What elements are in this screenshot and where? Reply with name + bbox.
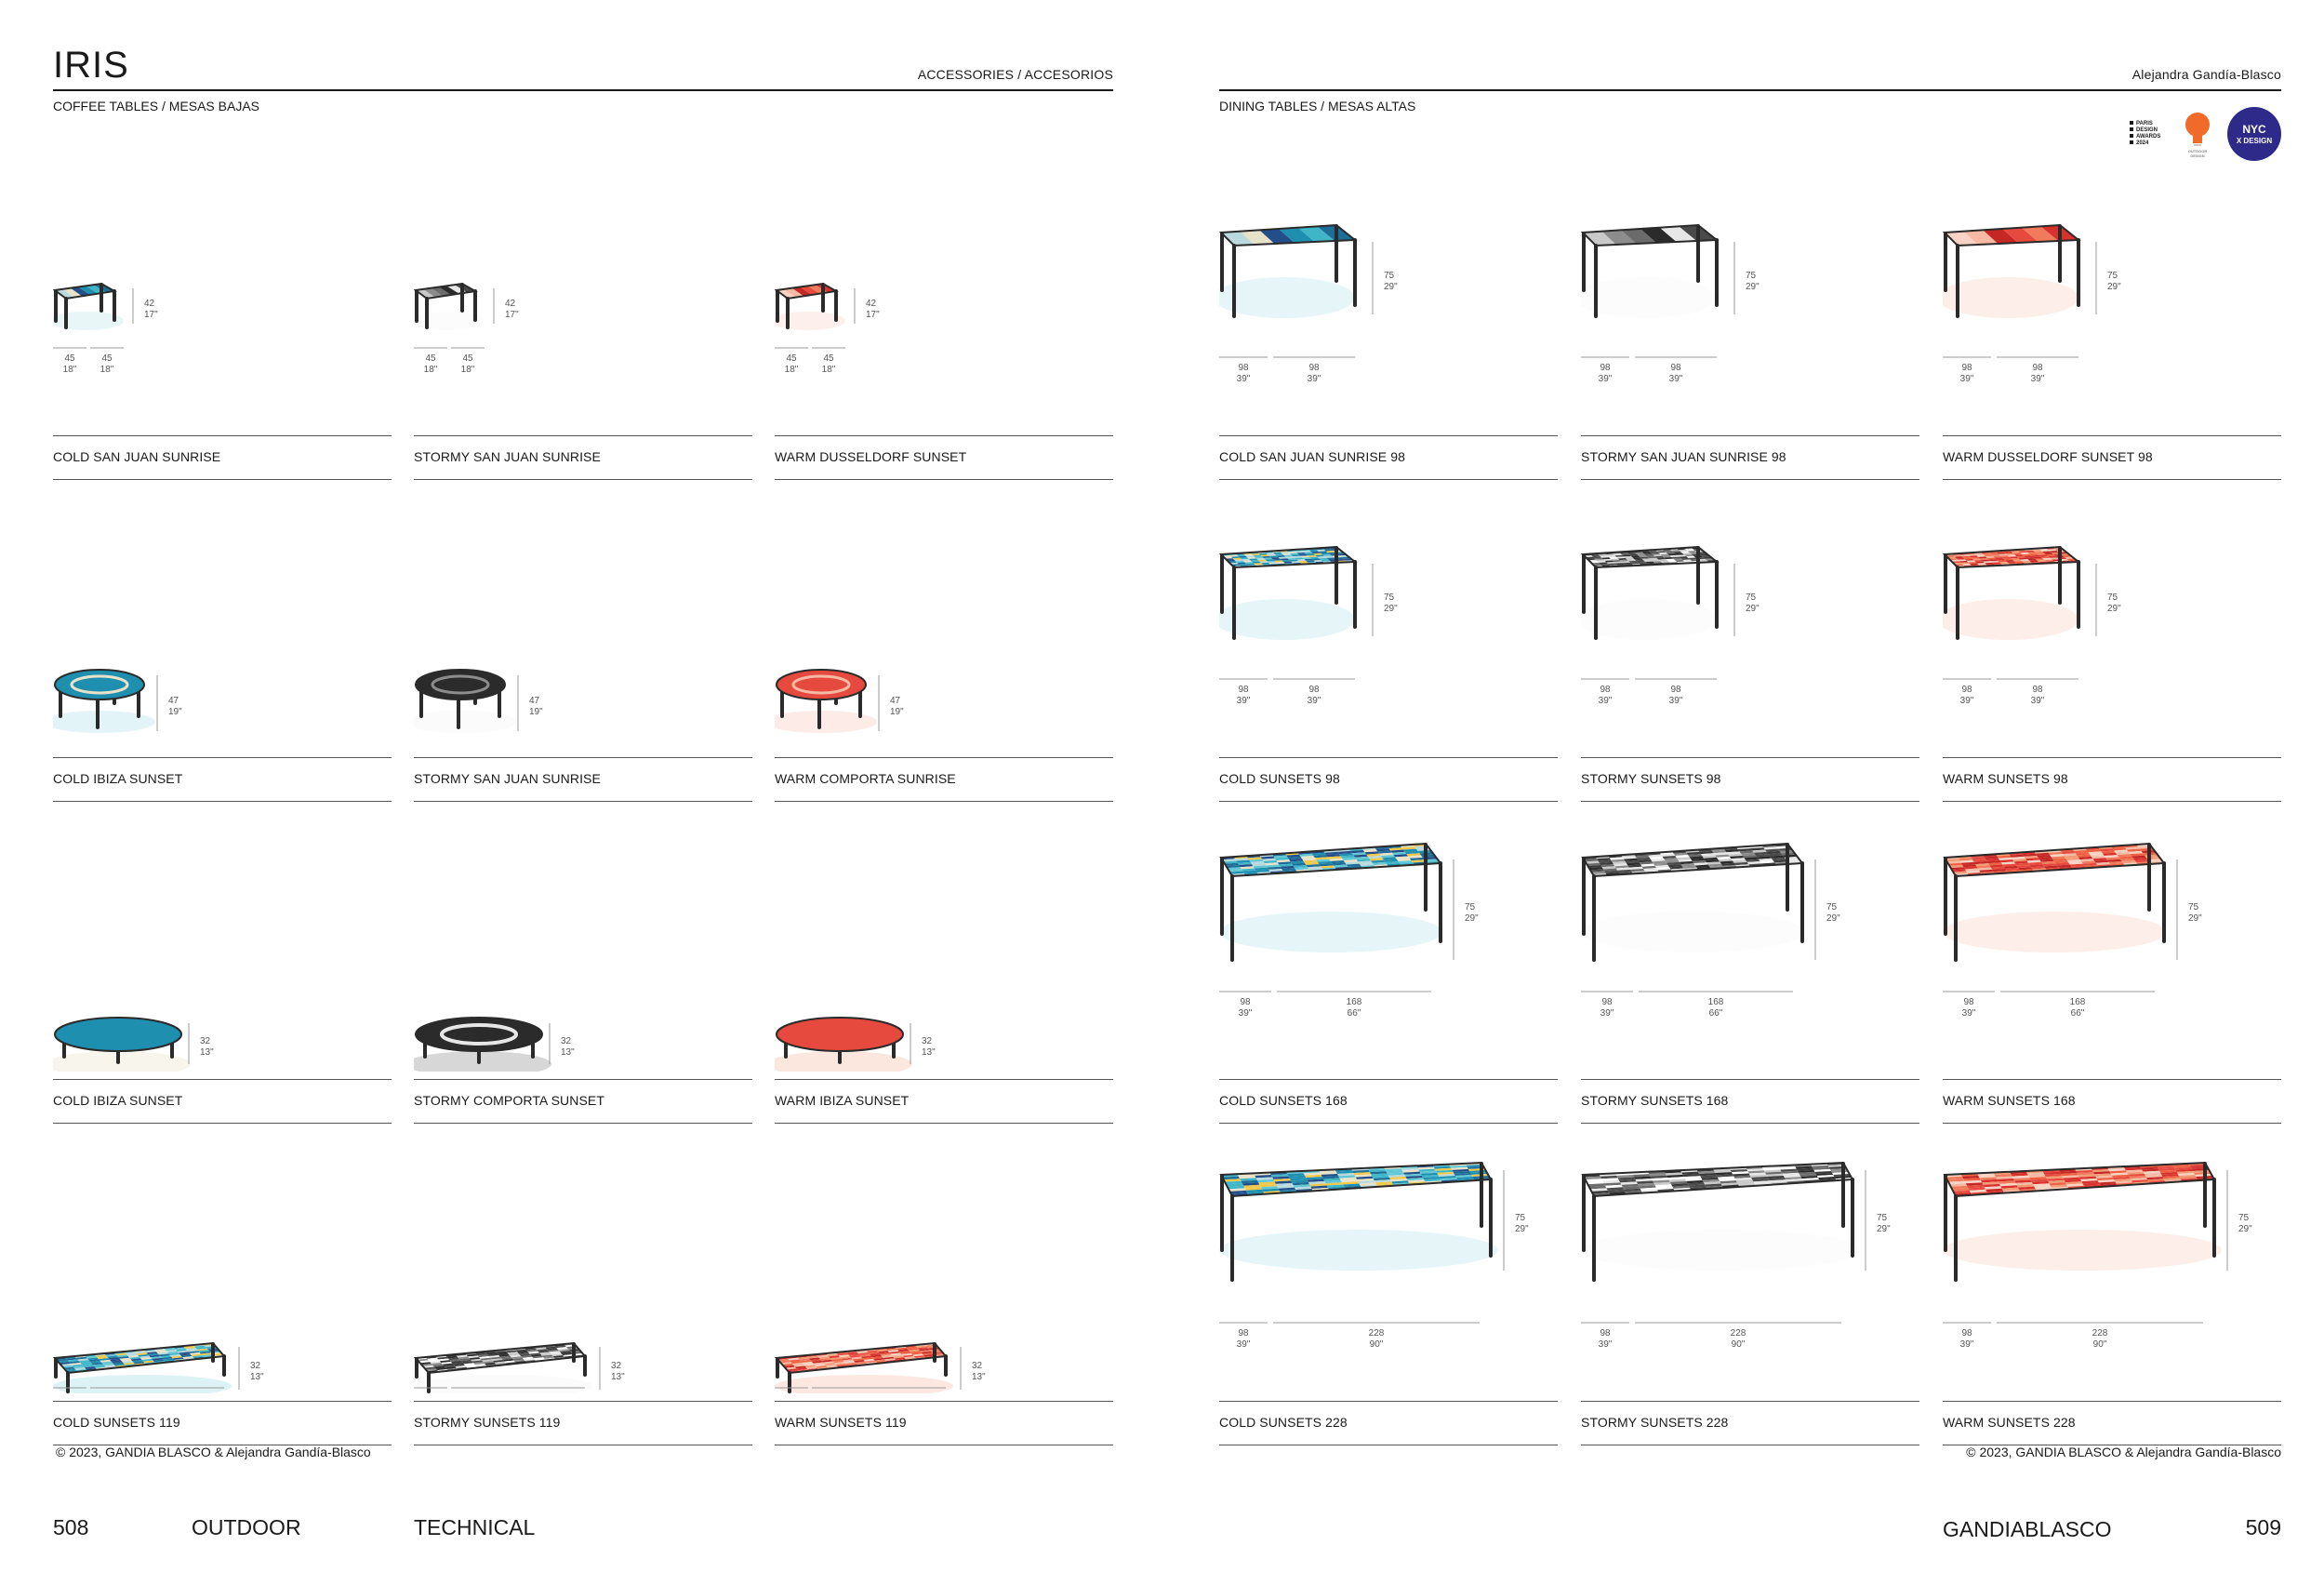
dimension-label: 98 [1238, 685, 1249, 695]
product-name: WARM DUSSELDORF SUNSET 98 [1943, 449, 2153, 464]
dimension-label: 168 [1346, 997, 1362, 1007]
dimension-label: 75 [1746, 593, 1757, 603]
dimension-label: 168 [1707, 997, 1724, 1007]
table-illustration [1581, 396, 1919, 750]
copyright-left: © 2023, GANDIA BLASCO & Alejandra Gandía-Blasco [56, 1445, 371, 1459]
dimension-label: 75 [2238, 1213, 2250, 1223]
dimension-label: 98 [1240, 997, 1251, 1007]
dimension-label: 39" [1959, 374, 1974, 384]
dimension-label: 39" [1959, 696, 1974, 706]
dimension-label: 75 [2107, 271, 2118, 281]
table-illustration [775, 396, 1113, 750]
product-name: STORMY SAN JUAN SUNRISE [414, 771, 601, 786]
product-card[interactable] [414, 1040, 752, 1454]
dimension-label: 39" [2030, 374, 2045, 384]
divider [775, 1401, 1113, 1402]
dimension-label: 19" [529, 707, 543, 717]
dimension-label: 168 [2069, 997, 2086, 1007]
dimension-label: 98 [1238, 1328, 1249, 1339]
table-illustration [1943, 396, 2281, 750]
dimension-label: 29" [1384, 282, 1398, 292]
nav-technical-link[interactable]: TECHNICAL [414, 1515, 536, 1539]
product-card[interactable] [1219, 1040, 1558, 1454]
floor-reflection [1219, 277, 1355, 318]
copyright-right: © 2023, GANDIA BLASCO & Alejandra Gandía-Blasco [1966, 1445, 2281, 1459]
nyc-badge-line: NYC [2242, 123, 2266, 136]
dimension-label: 29" [1384, 604, 1398, 614]
dimension-label: 32 [561, 1036, 572, 1046]
dimension-label: 29" [1746, 604, 1760, 614]
table-illustration [1219, 1040, 1558, 1393]
floor-reflection [1219, 1230, 1498, 1271]
brand-name: GANDIABLASCO [1943, 1517, 2112, 1541]
spacer [2035, 1040, 2037, 1041]
table-illustration [53, 74, 392, 428]
outdoor-badge-line: DESIGN [2190, 153, 2205, 158]
dimension-label: 98 [2032, 685, 2043, 695]
dimension-label: 18" [62, 365, 77, 375]
table-illustration [414, 396, 752, 750]
dimension-label: 98 [1961, 685, 1972, 695]
dimension-label: 32 [250, 1361, 261, 1371]
dimension-label: 39" [1598, 696, 1613, 706]
dimension-label: 75 [1515, 1213, 1526, 1223]
spacer [867, 74, 869, 75]
dimension-label: 32 [922, 1036, 933, 1046]
table-illustration [1219, 74, 1558, 428]
product-name: COLD SUNSETS 168 [1219, 1093, 1348, 1108]
product-name: COLD IBIZA SUNSET [53, 771, 183, 786]
dimension-label: 98 [1961, 1328, 1972, 1339]
spacer [1673, 718, 1675, 719]
page-number-right: 509 [2245, 1515, 2281, 1539]
dimension-label: 39" [1236, 1339, 1251, 1350]
spacer [2035, 74, 2037, 75]
table-illustration [775, 718, 1113, 1072]
table-illustration [775, 1040, 1113, 1393]
paris-badge-line: AWARDS [2136, 134, 2161, 140]
floor-reflection [1581, 912, 1804, 952]
dimension-label: 29" [2107, 604, 2121, 614]
author-label: Alejandra Gandía-Blasco [2131, 67, 2281, 82]
dimension-label: 13" [250, 1372, 264, 1382]
divider [1219, 1401, 1558, 1402]
spacer [867, 396, 869, 397]
dimension-label: 45 [786, 353, 797, 364]
dimension-label: 45 [101, 353, 113, 364]
dimension-label: 13" [200, 1047, 214, 1058]
divider [1581, 1401, 1919, 1402]
product-name: WARM SUNSETS 119 [775, 1415, 907, 1430]
dimension-label: 75 [1465, 902, 1476, 912]
dimension-label: 39" [1307, 374, 1321, 384]
dimension-label: 29" [1515, 1224, 1529, 1234]
dimension-label: 18" [100, 365, 114, 375]
dimension-label: 29" [2238, 1224, 2252, 1234]
dimension-label: 19" [168, 707, 182, 717]
dimension-label: 18" [784, 365, 799, 375]
spacer [867, 718, 869, 719]
dimension-label: 228 [1730, 1328, 1746, 1339]
product-name: COLD SAN JUAN SUNRISE [53, 449, 221, 464]
dimension-label: 75 [1384, 593, 1395, 603]
dimension-label: 75 [1877, 1213, 1888, 1223]
product-name: STORMY SAN JUAN SUNRISE [414, 449, 601, 464]
dimension-label: 39" [1598, 1339, 1613, 1350]
tabletop-mosaic [1583, 844, 1802, 876]
divider [53, 1401, 392, 1402]
dimension-label: 18" [423, 365, 438, 375]
dimension-label: 75 [1384, 271, 1395, 281]
dimension-label: 98 [1308, 685, 1320, 695]
dimension-label: 98 [1601, 997, 1613, 1007]
floor-reflection [1943, 277, 2078, 318]
product-name: STORMY COMPORTA SUNSET [414, 1093, 604, 1108]
product-name: COLD IBIZA SUNSET [53, 1093, 183, 1108]
dimension-label: 75 [1826, 902, 1838, 912]
table-illustration [414, 74, 752, 428]
product-name: WARM SUNSETS 98 [1943, 771, 2068, 786]
dimension-label: 18" [821, 365, 836, 375]
floor-reflection [1581, 1230, 1860, 1271]
dimension-label: 29" [2188, 913, 2202, 924]
product-card[interactable] [53, 1040, 392, 1454]
dimension-label: 98 [1670, 685, 1681, 695]
spacer [506, 718, 508, 719]
spacer [1311, 718, 1313, 719]
product-name: WARM IBIZA SUNSET [775, 1093, 910, 1108]
dimension-label: 66" [2070, 1008, 2085, 1019]
table-illustration [1943, 74, 2281, 428]
dimension-label: 42 [144, 299, 155, 309]
dimension-label: 66" [1708, 1008, 1723, 1019]
spacer [145, 396, 147, 397]
product-name: COLD SUNSETS 119 [53, 1415, 180, 1430]
section-label-dining: DINING TABLES / MESAS ALTAS [1219, 99, 1416, 113]
spacer [2035, 396, 2037, 397]
dimension-label: 39" [1236, 374, 1251, 384]
spacer [506, 74, 508, 75]
product-card[interactable] [1581, 1040, 1919, 1454]
dimension-label: 13" [972, 1372, 986, 1382]
dimension-label: 18" [460, 365, 475, 375]
category-label: ACCESSORIES / ACCESORIOS [917, 67, 1113, 82]
product-name: COLD SUNSETS 228 [1219, 1415, 1348, 1430]
product-name: STORMY SAN JUAN SUNRISE 98 [1581, 449, 1786, 464]
table-illustration [53, 396, 392, 750]
dimension-label: 29" [2107, 282, 2121, 292]
dimension-label: 39" [1307, 696, 1321, 706]
dimension-label: 75 [1746, 271, 1757, 281]
product-card[interactable] [775, 1040, 1113, 1454]
nyc-badge-line: X DESIGN [2236, 137, 2273, 145]
table-illustration [1581, 1040, 1919, 1393]
product-name: WARM SUNSETS 168 [1943, 1093, 2076, 1108]
tabletop-mosaic [1221, 844, 1441, 876]
floor-reflection [1581, 599, 1717, 640]
table-illustration [414, 718, 752, 1072]
dimension-label: 17" [866, 310, 880, 320]
tabletop-mosaic [1945, 844, 2164, 876]
dimension-label: 29" [1877, 1224, 1891, 1234]
table-illustration [1943, 718, 2281, 1072]
spacer [1311, 74, 1313, 75]
dimension-label: 39" [1668, 696, 1683, 706]
spacer [506, 396, 508, 397]
dimension-label: 13" [561, 1047, 575, 1058]
paris-badge-line: DESIGN [2136, 127, 2158, 133]
nav-outdoor-link[interactable]: OUTDOOR [192, 1515, 301, 1539]
floor-reflection [1219, 912, 1442, 952]
dimension-label: 42 [505, 299, 516, 309]
table-illustration [775, 74, 1113, 428]
dimension-label: 47 [168, 696, 179, 706]
dimension-label: 39" [1959, 1339, 1974, 1350]
dimension-label: 39" [2030, 696, 2045, 706]
product-name: WARM COMPORTA SUNRISE [775, 771, 956, 786]
divider [414, 1401, 752, 1402]
product-name: WARM SUNSETS 228 [1943, 1415, 2076, 1430]
floor-reflection [1581, 277, 1717, 318]
dimension-label: 29" [1465, 913, 1479, 924]
table-illustration [1581, 718, 1919, 1072]
dimension-label: 39" [1598, 374, 1613, 384]
divider [1943, 1401, 2281, 1402]
section-label-coffee: COFFEE TABLES / MESAS BAJAS [53, 99, 259, 113]
dimension-label: 42 [866, 299, 877, 309]
spacer [1311, 1040, 1313, 1041]
dimension-label: 39" [1668, 374, 1683, 384]
dimension-label: 32 [972, 1361, 983, 1371]
dimension-label: 45 [823, 353, 834, 364]
dimension-label: 90" [1731, 1339, 1746, 1350]
dimension-label: 98 [1600, 363, 1611, 373]
dimension-label: 32 [200, 1036, 211, 1046]
dimension-label: 98 [1963, 997, 1974, 1007]
table-illustration [414, 1040, 752, 1393]
dimension-label: 39" [1238, 1008, 1253, 1019]
floor-reflection [1943, 599, 2078, 640]
dimension-label: 228 [1368, 1328, 1385, 1339]
dimension-label: 45 [64, 353, 75, 364]
product-name: STORMY SUNSETS 168 [1581, 1093, 1729, 1108]
spacer [1673, 74, 1675, 75]
table-illustration [53, 1040, 392, 1393]
spacer [145, 1040, 147, 1041]
spacer [1673, 396, 1675, 397]
floor-reflection [775, 1375, 953, 1393]
dimension-label: 66" [1347, 1008, 1361, 1019]
dimension-label: 39" [1600, 1008, 1614, 1019]
dimension-label: 13" [611, 1372, 625, 1382]
dimension-label: 98 [1600, 1328, 1611, 1339]
product-card[interactable] [1943, 1040, 2281, 1454]
dimension-label: 19" [890, 707, 904, 717]
spacer [1673, 1040, 1675, 1041]
paris-badge-line: 2024 [2136, 140, 2149, 146]
spacer [145, 74, 147, 75]
floor-reflection [414, 1375, 592, 1393]
dimension-label: 17" [144, 310, 158, 320]
dimension-label: 98 [1238, 363, 1249, 373]
dimension-label: 75 [2107, 593, 2118, 603]
dimension-label: 90" [1369, 1339, 1384, 1350]
page-title: IRIS [53, 45, 129, 86]
dimension-label: 39" [1236, 696, 1251, 706]
dimension-label: 29" [1746, 282, 1760, 292]
table-illustration [53, 718, 392, 1072]
spacer [1311, 396, 1313, 397]
dimension-label: 98 [2032, 363, 2043, 373]
dimension-label: 13" [922, 1047, 936, 1058]
dimension-label: 90" [2092, 1339, 2107, 1350]
dimension-label: 45 [425, 353, 436, 364]
page-number-left: 508 [53, 1515, 89, 1539]
dimension-label: 98 [1961, 363, 1972, 373]
dimension-label: 47 [890, 696, 901, 706]
product-name: COLD SUNSETS 98 [1219, 771, 1340, 786]
dimension-label: 32 [611, 1361, 622, 1371]
spacer [506, 1040, 508, 1041]
product-name: WARM DUSSELDORF SUNSET [775, 449, 967, 464]
product-name: COLD SAN JUAN SUNRISE 98 [1219, 449, 1406, 464]
spacer [2035, 718, 2037, 719]
product-name: STORMY SUNSETS 228 [1581, 1415, 1729, 1430]
spacer [145, 718, 147, 719]
dimension-label: 228 [2092, 1328, 2108, 1339]
product-name: STORMY SUNSETS 119 [414, 1415, 561, 1430]
dimension-label: 47 [529, 696, 540, 706]
dimension-label: 45 [462, 353, 473, 364]
floor-reflection [1219, 599, 1355, 640]
table-illustration [1943, 1040, 2281, 1393]
dimension-label: 29" [1826, 913, 1840, 924]
paris-badge-line: PARIS [2136, 121, 2153, 127]
spacer [867, 1040, 869, 1041]
outdoor-badge-line: OUTDOOR [2187, 149, 2208, 153]
dimension-label: 17" [505, 310, 519, 320]
dimension-label: 98 [1600, 685, 1611, 695]
dimension-label: 98 [1308, 363, 1320, 373]
table-illustration [1581, 74, 1919, 428]
floor-reflection [1943, 912, 2166, 952]
dimension-label: 39" [1961, 1008, 1976, 1019]
product-name: STORMY SUNSETS 98 [1581, 771, 1721, 786]
table-illustration [1219, 718, 1558, 1072]
table-illustration [1219, 396, 1558, 750]
dimension-label: 75 [2188, 902, 2199, 912]
floor-reflection [1943, 1230, 2222, 1271]
dimension-label: 98 [1670, 363, 1681, 373]
floor-reflection [53, 1375, 232, 1393]
